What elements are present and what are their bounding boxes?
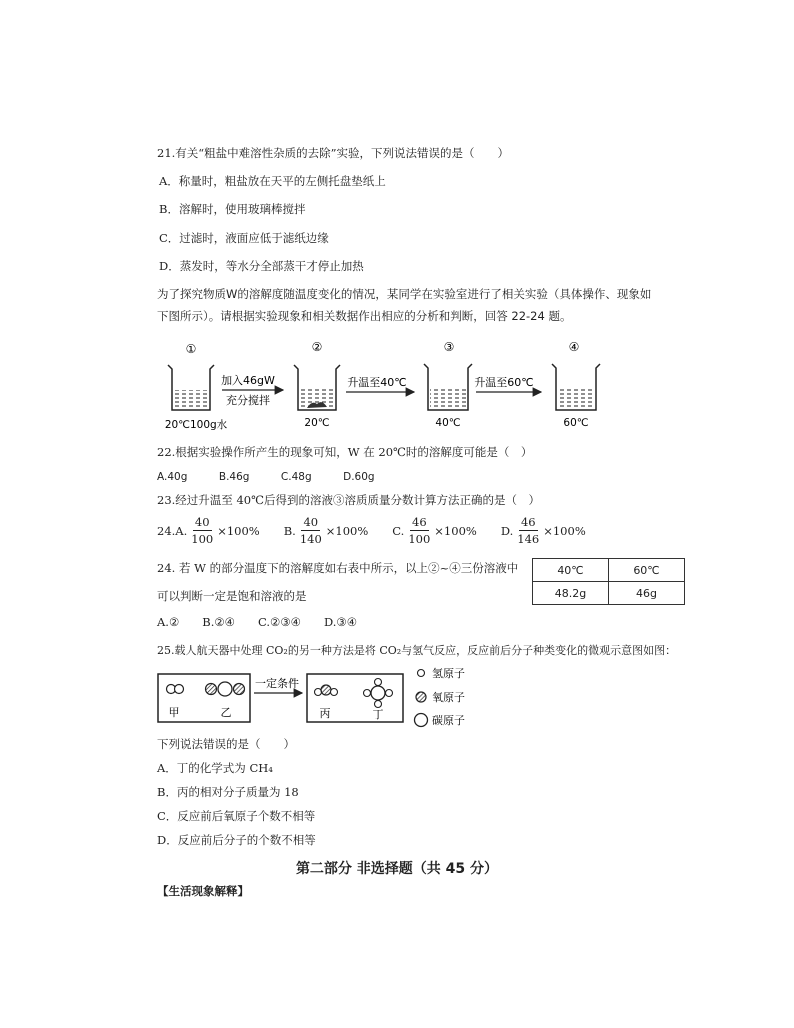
label-jia: 甲: [168, 706, 180, 719]
q25-option-a: A．丁的化学式为 CH₄: [157, 761, 273, 775]
fraction-d: $\frac{46}{146}$: [517, 515, 540, 546]
q21-option-d: D．蒸发时，等水分全部蒸干才停止加热: [159, 259, 364, 273]
q25-option-b: B．丙的相对分子质量为 18: [157, 785, 299, 799]
q21-option-c: C．过滤时，液面应低于滤纸边缘: [159, 231, 329, 245]
hydrogen-molecule: [167, 685, 184, 694]
step-4: ④: [568, 340, 580, 354]
q25-question: 下列说法错误的是（ ）: [157, 737, 295, 751]
q21-option-a: A．称量时，粗盐放在天平的左侧托盘垫纸上: [159, 174, 386, 188]
legend-oxygen-label: 氧原子: [432, 691, 465, 704]
beaker4-label: 60℃: [563, 417, 589, 429]
q22-options: A.40g B.46g C.48g D.60g: [157, 471, 375, 483]
q21-option-b: B．溶解时，使用玻璃棒搅拌: [159, 202, 306, 216]
legend-carbon-icon: [415, 714, 428, 727]
part2-heading: 第二部分 非选择题（共 45 分）: [295, 861, 499, 877]
q25-option-d: D．反应前后分子的个数不相等: [157, 833, 316, 847]
step-1: ①: [185, 342, 197, 356]
step-3: ③: [443, 340, 455, 354]
condition-label: 一定条件: [255, 677, 299, 690]
fraction-c: $\frac{46}{100}$: [408, 515, 431, 546]
beaker-2: [294, 365, 340, 410]
water-molecule: [315, 685, 338, 696]
fraction-b: $\frac{40}{140}$: [299, 515, 322, 546]
table-cell: 46g: [609, 582, 685, 605]
q24-options: A.② B.②④ C.②③④ D.③④: [157, 615, 358, 629]
legend: [415, 666, 466, 727]
arrow3-label: 升温至60℃: [474, 376, 534, 389]
beaker3-label: 40℃: [435, 417, 461, 429]
option-b-label: B.: [283, 523, 296, 538]
legend-hydrogen-label: 氢原子: [432, 667, 465, 680]
times-c: ×100%: [434, 523, 477, 538]
option-d-label: D.: [500, 523, 514, 538]
q24-stem-line-2: 可以判断一定是饱和溶液的是: [157, 589, 307, 603]
q23-stem: 23.经过升温至 40℃后得到的溶液③溶质质量分数计算方法正确的是（ ）: [157, 493, 540, 507]
label-bing: 丙: [319, 707, 331, 720]
q22-stem: 22.根据实验操作所产生的现象可知，W 在 20℃时的溶解度可能是（ ）: [157, 445, 533, 459]
option-c-label: C.: [392, 523, 405, 538]
q25-option-c: C．反应前后氧原子个数不相等: [157, 809, 316, 823]
arrow2-label: 升温至40℃: [347, 376, 407, 389]
intro-line-2: 下图所示）。请根据实验现象和相关数据作出相应的分析和判断，回答 22-24 题。: [157, 309, 572, 323]
methane-molecule: [364, 679, 393, 708]
label-yi: 乙: [220, 706, 232, 719]
beaker1-label: 20℃100g水: [164, 419, 228, 431]
beaker-1: [168, 365, 214, 410]
beaker-3: [424, 364, 472, 410]
times-d: ×100%: [543, 523, 586, 538]
beaker2-label: 20℃: [304, 417, 330, 429]
times-b: ×100%: [325, 523, 369, 538]
beaker-4: [552, 364, 600, 410]
intro-line-1: 为了探究物质W的溶解度随温度变化的情况，某同学在实验室进行了相关实验（具体操作、现象如: [157, 287, 652, 301]
q25-stem: 25.载人航天器中处理 CO₂的另一种方法是将 CO₂与氢气反应，反应前后分子种类变化的微观示意图如图：: [157, 644, 677, 657]
legend-hydrogen-icon: [418, 670, 425, 677]
table-cell: 48.2g: [533, 582, 609, 605]
solubility-table: [532, 558, 685, 605]
q21-stem: 21.有关“粗盐中难溶性杂质的去除”实验，下列说法错误的是（ ）: [157, 146, 510, 160]
section-heading: 【生活现象解释】: [157, 884, 249, 898]
fraction-a: $\frac{40}{100}$: [191, 515, 214, 546]
table-header: 60℃: [609, 559, 685, 582]
label-ding: 丁: [372, 708, 384, 721]
q24-prefix: 24.A.: [157, 523, 188, 538]
experiment-diagram: [0, 336, 794, 436]
times-a: ×100%: [217, 523, 260, 538]
carbon-dioxide-molecule: [206, 682, 245, 696]
legend-oxygen-icon: [416, 692, 426, 702]
legend-carbon-label: 碳原子: [432, 714, 465, 727]
q24-fraction-options: [157, 515, 586, 546]
q24-stem-line-1: 24. 若 W 的部分温度下的溶解度如右表中所示，以上②~④三份溶液中: [157, 561, 519, 575]
step-2: ②: [311, 340, 323, 354]
table-header: 40℃: [533, 559, 609, 582]
molecule-diagram: [0, 662, 794, 728]
arrow1-label-top: 加入46gW: [221, 374, 275, 387]
arrow1-label-bottom: 充分搅拌: [226, 394, 270, 407]
